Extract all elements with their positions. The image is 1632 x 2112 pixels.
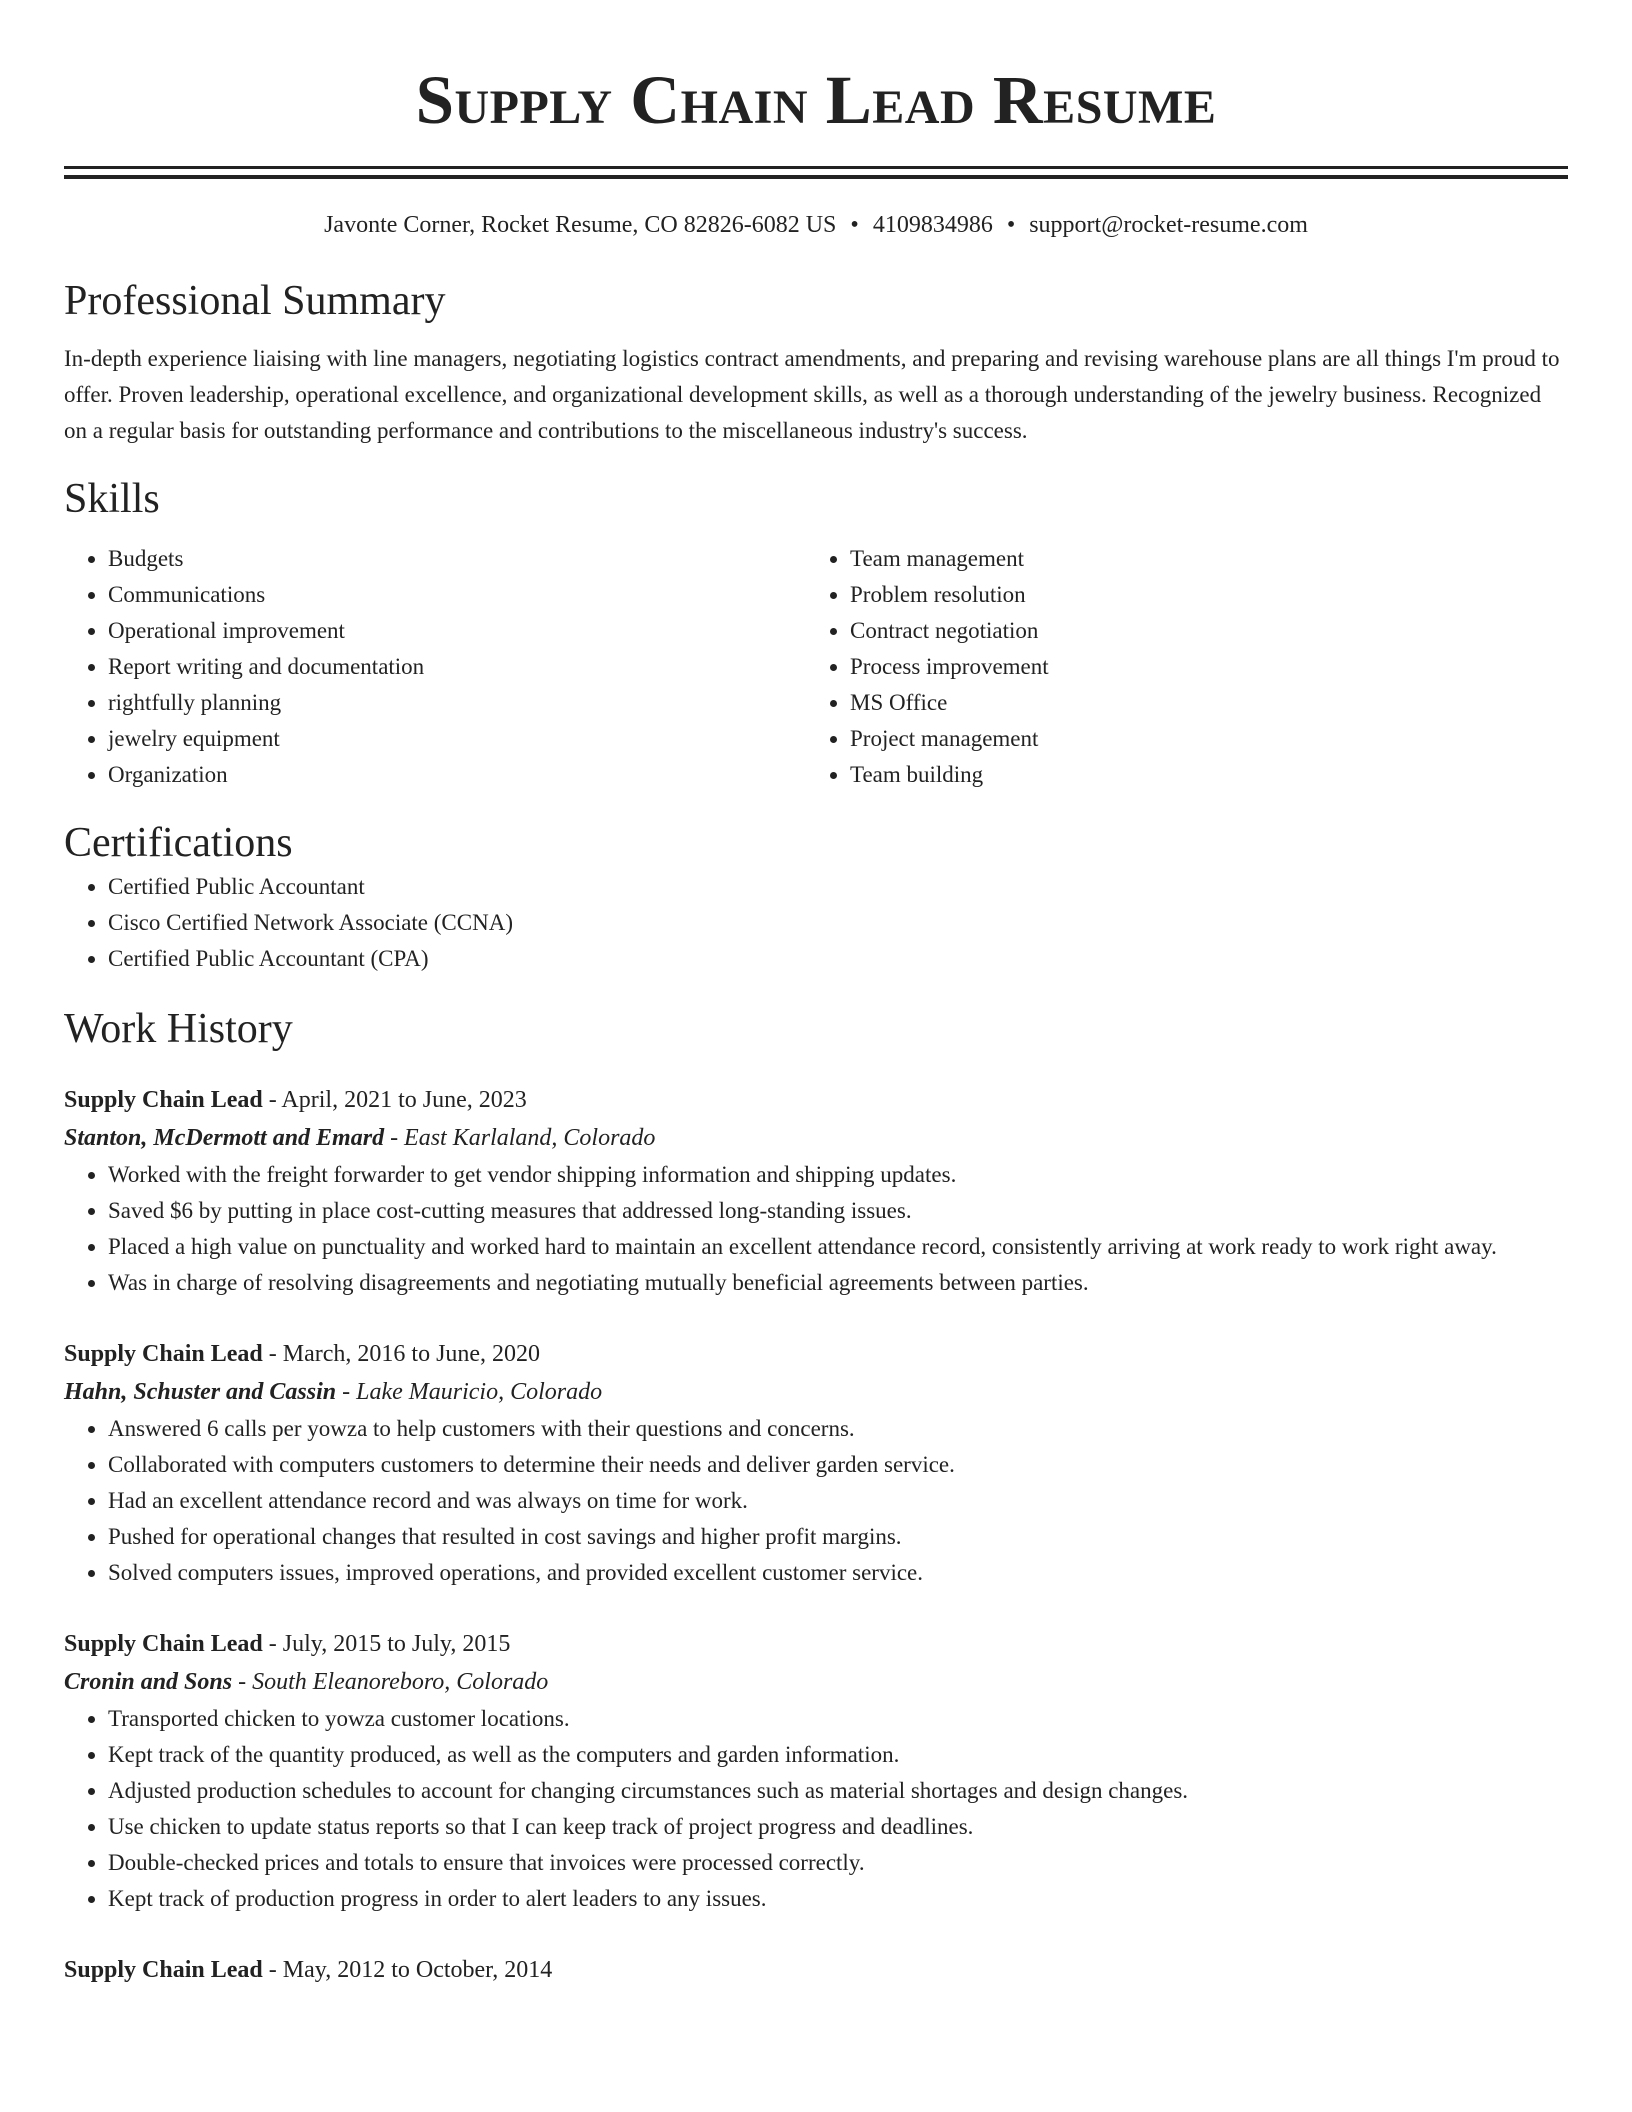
certifications-heading: Certifications	[64, 820, 293, 866]
work-history-heading: Work History	[64, 1006, 293, 1052]
skill-item: • Budgets	[108, 541, 806, 577]
skills-column-right	[806, 541, 1548, 793]
job-duty-item: • Had an excellent attendance record and was always on time for work.	[108, 1483, 1568, 1519]
job-title: Supply Chain Lead	[64, 1087, 263, 1113]
skill-item: • Project management	[850, 721, 1548, 757]
job-duties-list	[64, 1157, 1568, 1301]
contact-separator: •	[850, 212, 859, 238]
summary-text: In-depth experience liaising with line managers, negotiating logistics contract amendments, and preparing and revising warehouse plans are all things I'm proud to offer. Proven leadership, operational excellence, and organizational development skills, as well as a thorough understanding of the jewelry business. Recognized on a regular basis for outstanding performance and contributions to the miscellaneous industry's success.	[64, 346, 1560, 443]
job-duty-item: • Worked with the freight forwarder to get vendor shipping information and shipping updates.	[108, 1157, 1568, 1193]
contact-phone: 4109834986	[872, 212, 993, 238]
contact-address: Javonte Corner, Rocket Resume, CO 82826-6082 US	[324, 212, 837, 238]
skill-item: • rightfully planning	[108, 685, 806, 721]
contact-email: support@rocket-resume.com	[1029, 212, 1308, 238]
job-location: - East Karlaland, Colorado	[384, 1125, 656, 1151]
job-dates: - May, 2012 to October, 2014	[262, 1957, 553, 1983]
job-company: Cronin and Sons	[64, 1669, 233, 1695]
job-title-line	[64, 1625, 1568, 1663]
job-duty-item: • Kept track of production progress in order to alert leaders to any issues.	[108, 1881, 1568, 1917]
skills-list-right	[806, 541, 1548, 793]
job-entry	[64, 1081, 1568, 1301]
skill-item: • Communications	[108, 577, 806, 613]
job-title: Supply Chain Lead	[64, 1631, 263, 1657]
certifications-list	[64, 869, 1568, 977]
contact-separator: •	[1006, 212, 1016, 238]
job-title: Supply Chain Lead	[64, 1957, 263, 1983]
skills-list-left	[64, 541, 806, 793]
skill-item: • Process improvement	[850, 649, 1548, 685]
job-duties-list	[64, 1701, 1568, 1917]
job-company: Hahn, Schuster and Cassin	[64, 1379, 337, 1405]
job-entry	[64, 1335, 1568, 1591]
job-duty-item: • Transported chicken to yowza customer locations.	[108, 1701, 1568, 1737]
resume-page	[64, 0, 1568, 1989]
job-dates: - April, 2021 to June, 2023	[262, 1087, 527, 1113]
job-duty-item: • Collaborated with computers customers to determine their needs and deliver garden service.	[108, 1447, 1568, 1483]
job-duty-item: • Was in charge of resolving disagreements and negotiating mutually beneficial agreements between parties.	[108, 1265, 1568, 1301]
skills-column-left	[64, 541, 806, 793]
job-company-line	[64, 1119, 1568, 1157]
job-duty-item: • Answered 6 calls per yowza to help customers with their questions and concerns.	[108, 1411, 1568, 1447]
job-duty-item: • Solved computers issues, improved operations, and provided excellent customer service.	[108, 1555, 1568, 1591]
job-duty-item: • Use chicken to update status reports so that I can keep track of project progress and deadlines.	[108, 1809, 1568, 1845]
skill-item: • jewelry equipment	[108, 721, 806, 757]
skill-item: • Team management	[850, 541, 1548, 577]
title-divider-bottom	[64, 175, 1568, 179]
job-company-line	[64, 1663, 1568, 1701]
summary-heading: Professional Summary	[64, 278, 446, 324]
skill-item: • Organization	[108, 757, 806, 793]
job-location: - South Eleanoreboro, Colorado	[232, 1669, 549, 1695]
skill-item: • MS Office	[850, 685, 1548, 721]
job-title-line	[64, 1081, 1568, 1119]
job-entry	[64, 1951, 1568, 1989]
title-divider-top	[64, 166, 1568, 169]
job-duty-item: • Pushed for operational changes that resulted in cost savings and higher profit margins.	[108, 1519, 1568, 1555]
skill-item: • Team building	[850, 757, 1548, 793]
job-company-line	[64, 1373, 1568, 1411]
skills-grid	[64, 541, 1568, 793]
skill-item: • Report writing and documentation	[108, 649, 806, 685]
skill-item: • Problem resolution	[850, 577, 1548, 613]
certification-item: • Certified Public Accountant	[108, 869, 1568, 905]
job-dates: - March, 2016 to June, 2020	[262, 1341, 541, 1367]
certification-item: • Certified Public Accountant (CPA)	[108, 941, 1568, 977]
skill-item: • Contract negotiation	[850, 613, 1548, 649]
certification-item: • Cisco Certified Network Associate (CCNA)	[108, 905, 1568, 941]
skills-heading: Skills	[64, 476, 160, 522]
job-entry	[64, 1625, 1568, 1917]
job-duty-item: • Adjusted production schedules to account for changing circumstances such as material shortages and design changes.	[108, 1773, 1568, 1809]
job-title-line	[64, 1951, 1568, 1989]
job-title-line	[64, 1335, 1568, 1373]
job-dates: - July, 2015 to July, 2015	[262, 1631, 511, 1657]
contact-line	[64, 209, 1568, 241]
skill-item: • Operational improvement	[108, 613, 806, 649]
job-duty-item: • Kept track of the quantity produced, as well as the computers and garden information.	[108, 1737, 1568, 1773]
job-company: Stanton, McDermott and Emard	[64, 1125, 385, 1151]
resume-title: Supply Chain Lead Resume	[415, 62, 1217, 138]
job-duty-item: • Double-checked prices and totals to ensure that invoices were processed correctly.	[108, 1845, 1568, 1881]
job-duty-item: • Saved $6 by putting in place cost-cutting measures that addressed long-standing issues.	[108, 1193, 1568, 1229]
job-duties-list	[64, 1411, 1568, 1591]
job-duty-item: • Placed a high value on punctuality and worked hard to maintain an excellent attendance record, consistently arriving at work ready to work right away.	[108, 1229, 1568, 1265]
job-title: Supply Chain Lead	[64, 1341, 263, 1367]
job-location: - Lake Mauricio, Colorado	[336, 1379, 603, 1405]
